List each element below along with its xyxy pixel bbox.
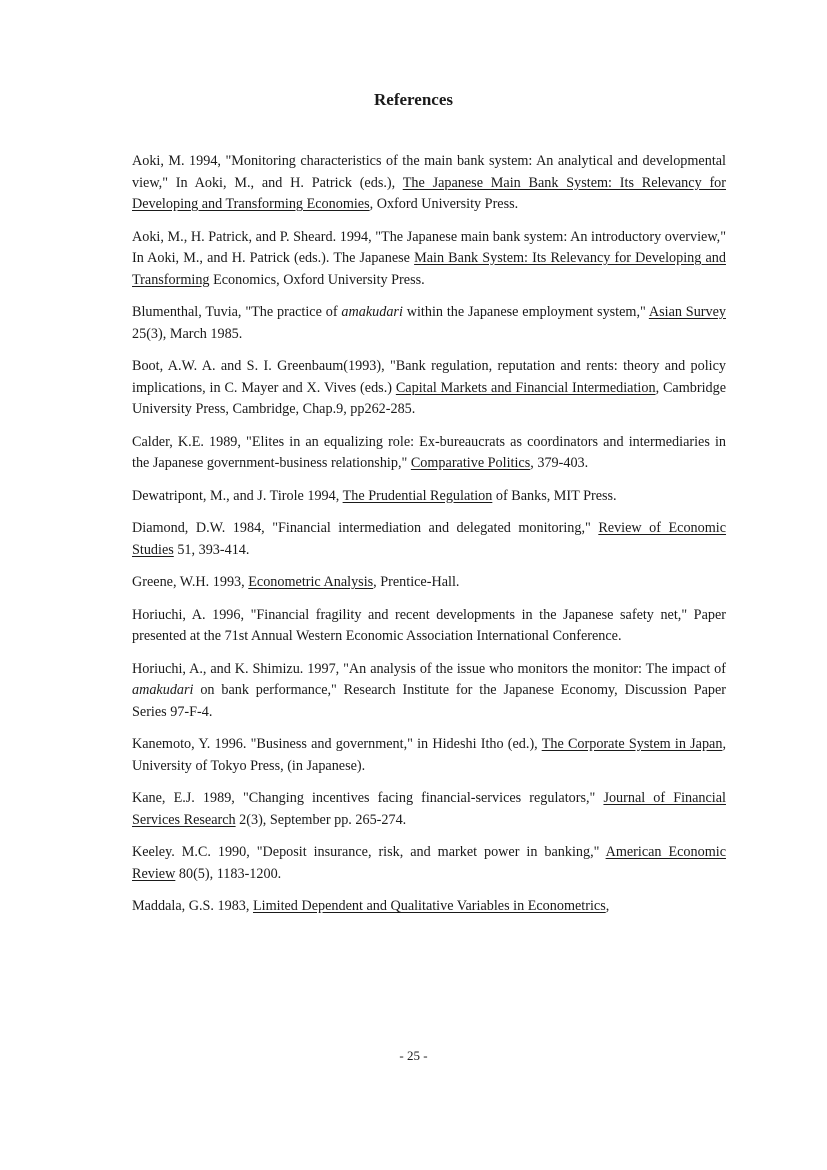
reference-entry [132,605,726,648]
reference-text: Economics, Oxford University Press. [209,271,425,288]
reference-text: , 379-403. [530,455,589,471]
reference-title-underlined: Journal of Financial Services Research [132,790,726,828]
reference-entry [132,432,726,475]
reference-text: 51, 393-414. [173,541,250,558]
reference-title-underlined: American Economic Review [132,844,726,882]
reference-text: Boot, A.W. A. and S. I. Greenbaum(1993), "Bank regulation, reputation and rents: theory and policy implications, in C. Mayer and X. Vives (eds.) [132,358,726,396]
reference-text: , Prentice-Hall. [373,574,460,590]
reference-text: 80(5), 1183-1200. [175,865,282,882]
reference-entry [132,659,726,724]
reference-text: Kane, E.J. 1989, "Changing incentives facing financial-services regulators," [132,790,604,806]
reference-text: Blumenthal, Tuvia, "The practice of [132,304,342,320]
reference-text: , Cambridge University Press, Cambridge, Chap.9, pp262-285. [132,379,727,417]
reference-text: Aoki, M., H. Patrick, and P. Sheard. 1994, "The Japanese main bank system: An introductory overview," In Aoki, M., and H. Patrick (eds.). The Japanese [132,228,726,266]
reference-title-underlined: Limited Dependent and Qualitative Variables in Econometrics [252,898,606,914]
reference-text: , [605,898,610,914]
reference-title-underlined: Main Bank System: Its Relevancy for Developing and Transforming [132,250,726,288]
page-number: - 25 - [399,1048,428,1063]
reference-text: Horiuchi, A., and K. Shimizu. 1997, "An analysis of the issue who monitors the monitor: The impact of [132,660,726,677]
reference-title-underlined: Asian Survey [648,304,726,320]
reference-text: , University of Tokyo Press, (in Japanese). [132,736,726,774]
reference-text: Diamond, D.W. 1984, "Financial intermediation and delegated monitoring," [132,520,599,536]
reference-text: Horiuchi, A. 1996, "Financial fragility and recent developments in the Japanese safety net," Paper presented at the 71st Annual Western Economic Association International Conference. [132,606,726,644]
reference-entry [132,842,726,885]
reference-italic-term: amakudari [341,304,403,320]
reference-text: 25(3), March 1985. [132,325,243,342]
reference-text: Keeley. M.C. 1990, "Deposit insurance, risk, and market power in banking," [132,844,606,860]
reference-title-underlined: The Prudential Regulation [342,487,493,504]
reference-text: Greene, W.H. 1993, [132,574,249,590]
reference-title-underlined: Econometric Analysis [248,574,374,590]
reference-text: Aoki, M. 1994, "Monitoring characteristics of the main bank system: An analytical and developmental view," In Aoki, M., and H. Patrick (eds.), [132,153,726,191]
page-title: References [374,90,453,109]
reference-title-underlined: Capital Markets and Financial Intermediation [395,379,656,396]
reference-text: , Oxford University Press. [369,196,519,212]
reference-entry [132,151,726,216]
reference-title-underlined: Comparative Politics [410,455,531,471]
reference-entry [132,227,726,292]
reference-entry [132,788,726,831]
reference-entry [132,734,726,777]
reference-text: within the Japanese employment system," [402,304,649,320]
reference-entry [132,518,726,561]
reference-text: on bank performance," Research Institute for the Japanese Economy, Discussion Paper Series 97-F-4. [132,682,726,720]
reference-title-underlined: The Corporate System in Japan [541,736,723,752]
reference-text: of Banks, MIT Press. [492,487,617,504]
reference-entry [132,896,726,918]
reference-text: Calder, K.E. 1989, "Elites in an equalizing role: Ex-bureaucrats as coordinators and intermediaries in the Japanese government-business relationship," [132,433,726,471]
reference-text: Maddala, G.S. 1983, [132,898,253,914]
reference-entry [132,486,726,508]
reference-title-underlined: Review of Economic Studies [132,520,727,558]
reference-italic-term: amakudari [132,682,194,698]
reference-text: Dewatripont, M., and J. Tirole 1994, [132,487,343,504]
reference-title-underlined: The Japanese Main Bank System: Its Relevancy for Developing and Transforming Economies [132,174,727,212]
reference-entry [132,302,726,345]
reference-list [132,151,726,929]
reference-text: 2(3), September pp. 265-274. [235,811,407,828]
reference-entry [132,572,726,594]
reference-text: Kanemoto, Y. 1996. "Business and government," in Hideshi Itho (ed.), [132,736,542,752]
reference-entry [132,356,726,421]
